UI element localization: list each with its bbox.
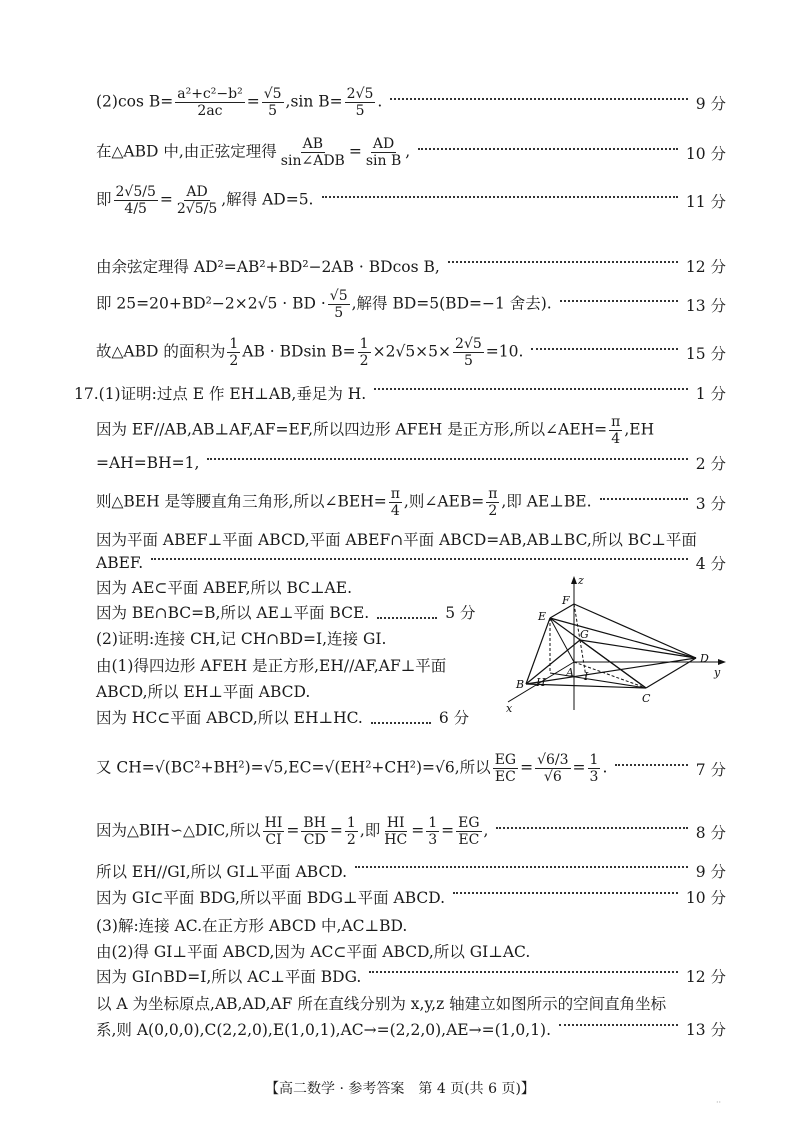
label-H: H bbox=[536, 676, 546, 689]
solution-line: 因为 BE∩BC=B,所以 AE⊥平面 BCE. 5 分 bbox=[96, 601, 496, 623]
solution-line: 由(2)得 GI⊥平面 ABCD,因为 AC⊂平面 ABCD,所以 GI⊥AC. bbox=[96, 943, 531, 961]
solution-line: =AH=BH=1, 2 分 bbox=[96, 454, 726, 473]
solution-line: 17.(1)证明:过点 E 作 EH⊥AB,垂足为 H. 1 分 bbox=[74, 382, 726, 404]
solution-line: 即 $\frac{2√5/5}{4/5}$ = $\frac{AD}{2√5/5}$ ,解得 AD=5. 11 分 bbox=[96, 184, 726, 218]
leader-dots bbox=[374, 388, 687, 390]
y-arrow bbox=[718, 659, 726, 665]
label-D: D bbox=[700, 652, 709, 665]
score: 5 分 bbox=[445, 604, 476, 622]
corner-mark: ·· bbox=[716, 1098, 722, 1107]
leader-dots bbox=[322, 196, 678, 198]
solution-line: 即 25=20+BD²−2×2√5 · BD · $\frac{√5}{5}$ ,解得 BD=5(BD=−1 舍去). 13 分 bbox=[96, 288, 726, 322]
score: 13 分 bbox=[685, 1021, 726, 1039]
solution-line: 因为 GI∩BD=I,所以 AC⊥平面 BDG. 12 分 bbox=[96, 965, 726, 987]
score: 9 分 bbox=[695, 863, 726, 881]
solution-line: (3)解:连接 AC.在正方形 ABCD 中,AC⊥BD. bbox=[96, 917, 408, 935]
leader-dots bbox=[418, 148, 678, 150]
label-A: A bbox=[566, 666, 574, 679]
solution-line: 在△ABD 中,由正弦定理得 $\frac{AB}{\text{sin∠ADB}}$ = $\frac{AD}{\text{sin B}}$ , 10 分 bbox=[96, 136, 726, 170]
leader-dots bbox=[615, 764, 687, 766]
solution-line: 则△BEH 是等腰直角三角形,所以∠BEH= $\frac{\pi}{4}$ ,则∠AEB= $\frac{\pi}{2}$ ,即 AE⊥BE. 3 分 bbox=[96, 486, 726, 520]
leader-dots bbox=[377, 597, 437, 619]
leader-dots bbox=[448, 261, 678, 263]
solution-line: (2)cos B= $\frac{\text{a²+c²−b²}}{2ac}$ = $\frac{√5}{5}$ ,sin B= $\frac{2√5}{5}$ . 9 分 bbox=[96, 86, 726, 120]
geometry-figure bbox=[500, 570, 730, 720]
label-F: F bbox=[562, 594, 570, 607]
solution-line: ABCD,所以 EH⊥平面 ABCD. bbox=[96, 683, 311, 701]
solution-line: 以 A 为坐标原点,AB,AD,AF 所在直线分别为 x,y,z 轴建立如图所示的空间直角坐标 bbox=[96, 995, 667, 1013]
z-arrow bbox=[571, 576, 577, 584]
leader-dots bbox=[369, 971, 678, 973]
score: 9 分 bbox=[695, 94, 726, 113]
label-C: C bbox=[642, 692, 651, 705]
solution-line: 因为 GI⊂平面 BDG,所以平面 BDG⊥平面 ABCD. 10 分 bbox=[96, 886, 726, 908]
solution-line: 故△ABD 的面积为 $\frac{1}{2}$ AB · BDsin B= $\frac{1}{2}$ ×2√5×5× $\frac{2√5}{5}$ =10. 15 分 bbox=[96, 336, 726, 370]
page-footer: 【高二数学 · 参考答案 第 4 页(共 6 页)】 bbox=[265, 1081, 535, 1097]
label-y: y bbox=[714, 666, 721, 679]
solution-line: 所以 EH//GI,所以 GI⊥平面 ABCD. 9 分 bbox=[96, 860, 726, 882]
score: 15 分 bbox=[685, 344, 726, 363]
edge-ED bbox=[550, 618, 696, 658]
score: 10 分 bbox=[685, 889, 726, 907]
score: 13 分 bbox=[685, 296, 726, 315]
solution-line: 由余弦定理得 AD²=AB²+BD²−2AB · BDcos B, 12 分 bbox=[96, 255, 726, 277]
edge-GC bbox=[580, 640, 646, 688]
solution-line: 因为 EF//AB,AB⊥AF,AF=EF,所以四边形 AFEH 是正方形,所以∠AEH= $\frac{\pi}{4}$ ,EH bbox=[96, 414, 655, 448]
score: 11 分 bbox=[685, 192, 726, 211]
score: 2 分 bbox=[695, 455, 726, 473]
solution-line: 由(1)得四边形 AFEH 是正方形,EH//AF,AF⊥平面 bbox=[96, 657, 447, 675]
score: 3 分 bbox=[695, 494, 726, 513]
label-E: E bbox=[538, 610, 547, 623]
solution-line: 又 CH=√(BC²+BH²)=√5,EC=√(EH²+CH²)=√6,所以 $\frac{EG}{EC}$ = $\frac{√6/3}{√6}$ = $\frac{1}{3}$ . 7 分 bbox=[96, 752, 726, 786]
score: 8 分 bbox=[695, 823, 726, 842]
score: 12 分 bbox=[685, 258, 726, 276]
leader-dots bbox=[560, 300, 678, 302]
label-G: G bbox=[580, 628, 589, 641]
score: 4 分 bbox=[695, 555, 726, 573]
solution-line: 因为 HC⊂平面 ABCD,所以 EH⊥HC. 6 分 bbox=[96, 706, 496, 728]
leader-dots bbox=[371, 702, 431, 724]
score: 6 分 bbox=[438, 709, 470, 727]
leader-dots bbox=[496, 827, 687, 829]
label-z: z bbox=[578, 574, 584, 587]
leader-dots bbox=[207, 458, 687, 460]
leader-dots bbox=[151, 558, 688, 560]
score: 1 分 bbox=[695, 385, 726, 403]
leader-dots bbox=[390, 98, 687, 100]
solution-line: (2)证明:连接 CH,记 CH∩BD=I,连接 GI. bbox=[96, 630, 387, 648]
label-I: I bbox=[584, 670, 589, 683]
score: 12 分 bbox=[685, 968, 726, 986]
leader-dots bbox=[355, 866, 688, 868]
score: 7 分 bbox=[695, 760, 726, 779]
solution-line: 因为 AE⊂平面 ABEF,所以 BC⊥AE. bbox=[96, 579, 352, 597]
solution-line: ABEF. 4 分 bbox=[96, 554, 726, 573]
edge-FD bbox=[574, 604, 696, 658]
label-x: x bbox=[506, 702, 513, 715]
label-B: B bbox=[516, 678, 525, 691]
leader-dots bbox=[559, 1024, 678, 1026]
leader-dots bbox=[600, 498, 688, 500]
leader-dots bbox=[531, 348, 677, 350]
solution-line: 因为平面 ABEF⊥平面 ABCD,平面 ABEF∩平面 ABCD=AB,AB⊥BC,所以 BC⊥平面 bbox=[96, 531, 697, 549]
leader-dots bbox=[453, 892, 678, 894]
score: 10 分 bbox=[685, 144, 726, 163]
solution-line: 系,则 A(0,0,0),C(2,2,0),E(1,0,1),AC→=(2,2,0),AE→=(1,0,1). 13 分 bbox=[96, 1018, 726, 1040]
solution-line: 因为△BIH∽△DIC,所以 $\frac{HI}{CI}$ = $\frac{BH}{CD}$ = $\frac{1}{2}$ ,即 $\frac{HI}{HC}$ = $\frac{1}{3}$ = $\frac{EG}{EC}$ , 8 分 bbox=[96, 815, 726, 849]
